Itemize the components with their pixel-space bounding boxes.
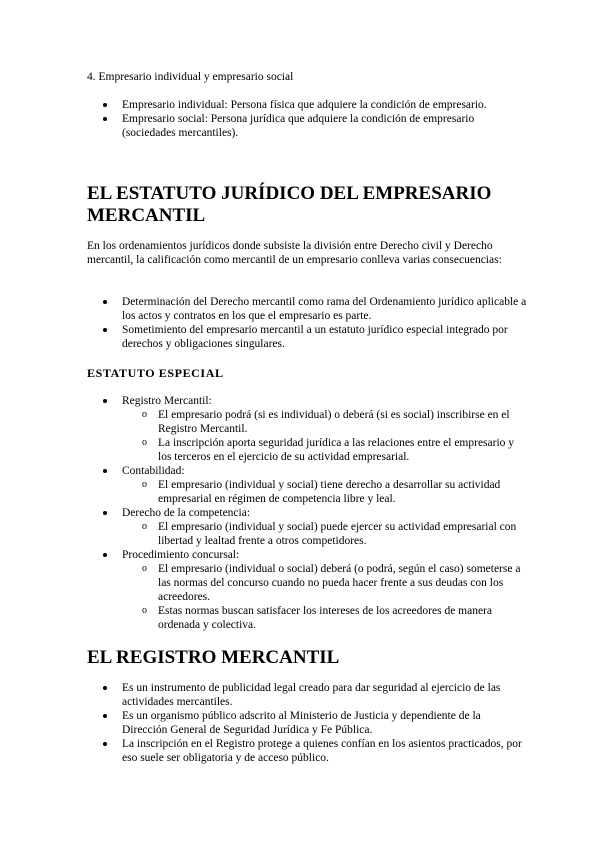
list-item: Empresario social: Persona jurídica que adquiere la condición de empresario (sociedades mercantiles). [87, 112, 527, 140]
list-item-label: Derecho de la competencia: [122, 507, 251, 519]
registro-list [87, 681, 527, 765]
list-item: La inscripción en el Registro protege a quienes confían en los asientos practicados, por eso suele ser obligatoria y de acceso público. [87, 737, 527, 765]
estatuto-especial-title: ESTATUTO ESPECIAL [87, 366, 224, 380]
sub-list [122, 562, 527, 632]
estatuto-title: EL ESTATUTO JURÍDICO DEL EMPRESARIO MERCANTIL [87, 183, 492, 226]
list-item-label: Contabilidad: [122, 465, 185, 477]
list-item-contabilidad [87, 464, 527, 506]
registro-list-block [87, 681, 527, 765]
list-item-registro-mercantil [87, 394, 527, 464]
list-item-label: Procedimiento concursal: [122, 549, 240, 561]
estatuto-list [87, 295, 527, 351]
list-item-procedimiento-concursal [87, 548, 527, 632]
sub-list [122, 408, 527, 464]
sub-list-item: o El empresario (individual y social) puede ejercer su actividad empresarial con libertad y lealtad frente a otros competidores. [122, 520, 527, 548]
section-4-heading: 4. Empresario individual y empresario social [87, 71, 294, 83]
estatuto-especial-block [87, 394, 527, 632]
estatuto-list-block [87, 295, 527, 351]
sub-list-item: o Estas normas buscan satisfacer los intereses de los acreedores de manera ordenada y colectiva. [122, 604, 527, 632]
sub-list-item: o El empresario podrá (si es individual) o deberá (si es social) inscribirse en el Registro Mercantil. [122, 408, 527, 436]
list-item-derecho-competencia [87, 506, 527, 548]
sub-list-item: o El empresario (individual y social) tiene derecho a desarrollar su actividad empresarial en régimen de competencia libre y leal. [122, 478, 527, 506]
list-item-label: Registro Mercantil: [122, 395, 212, 407]
estatuto-intro: En los ordenamientos jurídicos donde subsiste la división entre Derecho civil y Derecho mercantil, la calificación como mercantil de un empresario conlleva varias consecuencias: [87, 240, 502, 266]
registro-title: EL REGISTRO MERCANTIL [87, 647, 340, 668]
sub-list [122, 520, 527, 548]
estatuto-especial-list [87, 394, 527, 632]
section-4-list-block [87, 98, 527, 140]
sub-list-item: o La inscripción aporta seguridad jurídica a las relaciones entre el empresario y los terceros en el ejercicio de su actividad empresarial. [122, 436, 527, 464]
section-4-list [87, 98, 527, 140]
list-item: Sometimiento del empresario mercantil a un estatuto jurídico especial integrado por derechos y obligaciones singulares. [87, 323, 527, 351]
list-item: Empresario individual: Persona física que adquiere la condición de empresario. [87, 98, 527, 112]
list-item: Es un organismo público adscrito al Ministerio de Justicia y dependiente de la Dirección General de Seguridad Jurídica y Fe Pública. [87, 709, 527, 737]
list-item: Determinación del Derecho mercantil como rama del Ordenamiento jurídico aplicable a los actos y contratos en los que el empresario es parte. [87, 295, 527, 323]
sub-list [122, 478, 527, 506]
sub-list-item: o El empresario (individual o social) deberá (o podrá, según el caso) someterse a las normas del concurso cuando no pueda hacer frente a sus deudas con los acreedores. [122, 562, 527, 604]
list-item: Es un instrumento de publicidad legal creado para dar seguridad al ejercicio de las actividades mercantiles. [87, 681, 527, 709]
